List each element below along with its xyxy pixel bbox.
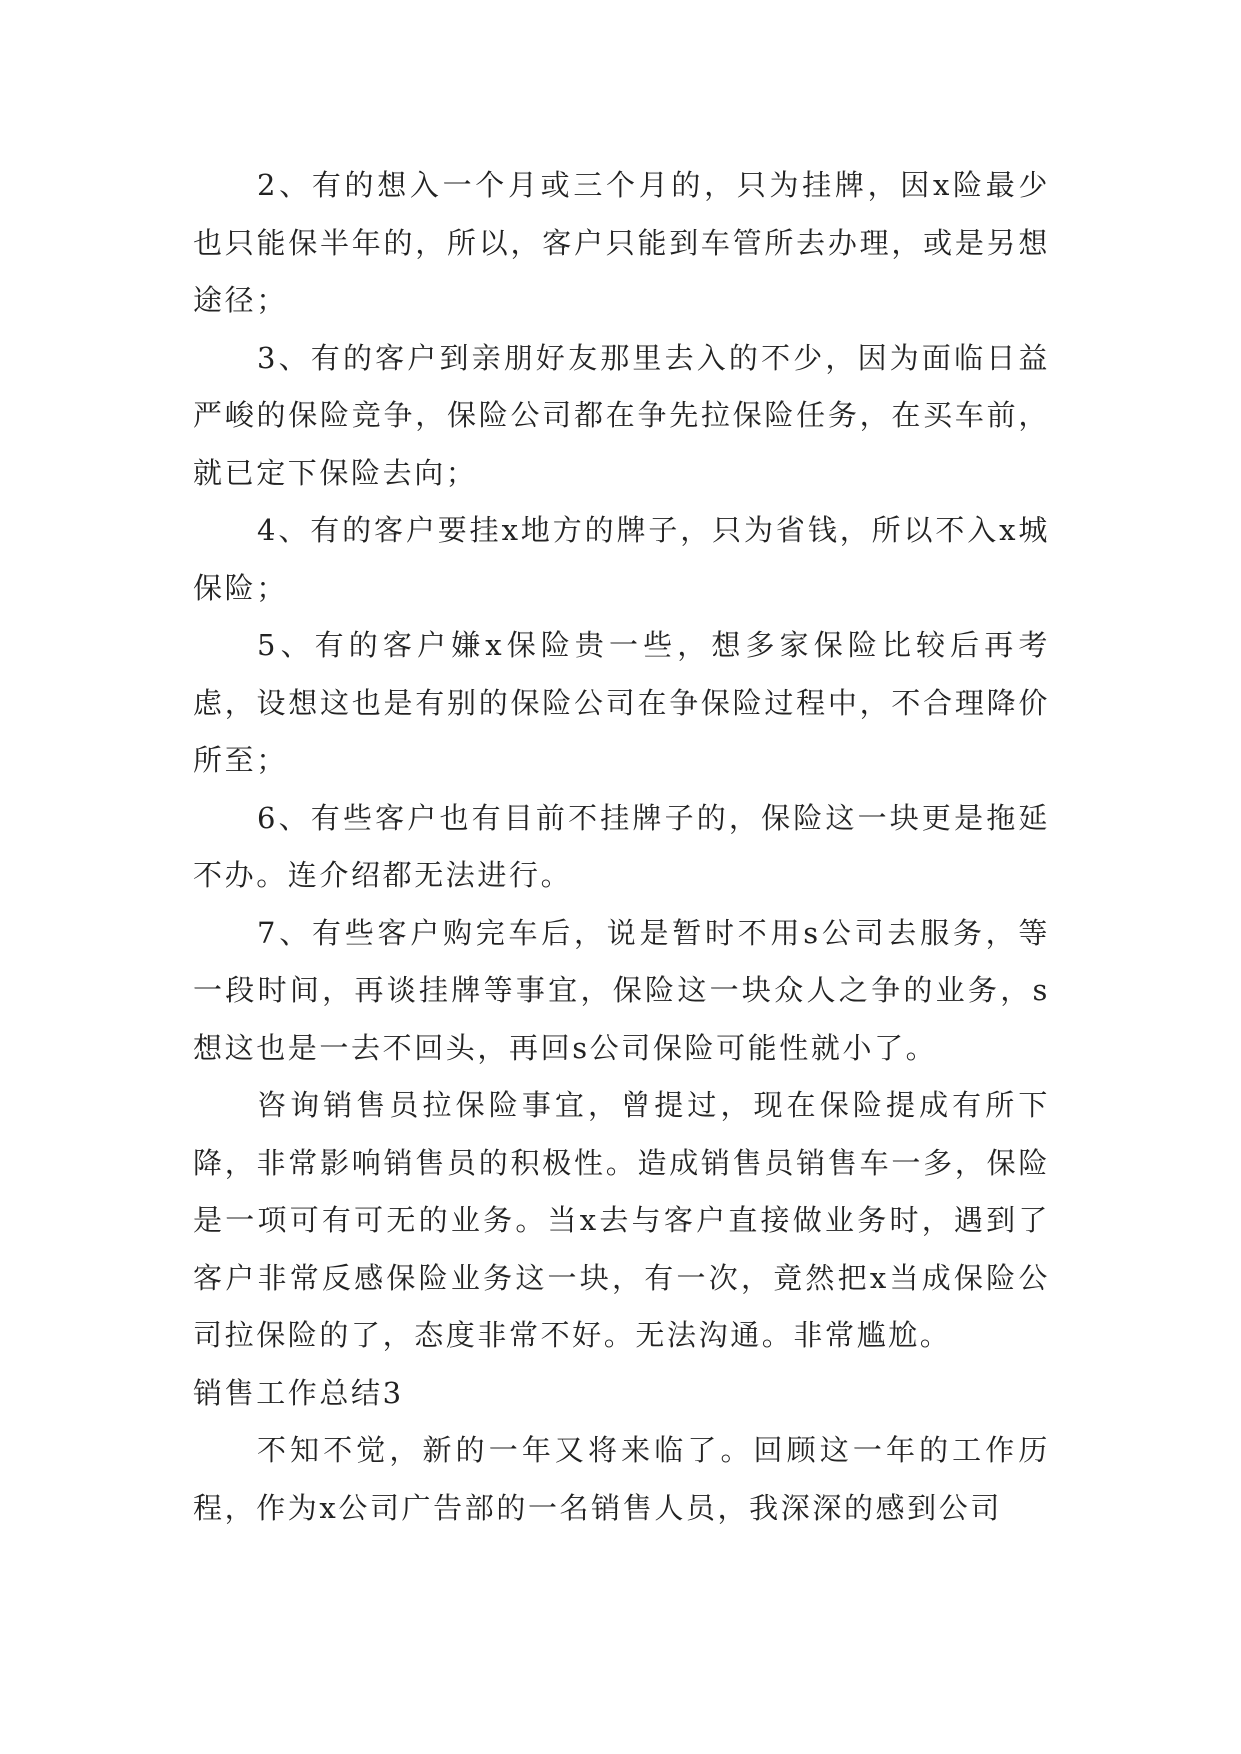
paragraph-item-7: 7、有些客户购完车后，说是暂时不用s公司去服务，等一段时间，再谈挂牌等事宜，保险这一块众人之争的业务，s想这也是一去不回头，再回s公司保险可能性就小了。	[193, 915, 1050, 1065]
paragraph-item-3: 3、有的客户到亲朋好友那里去入的不少，因为面临日益严峻的保险竞争，保险公司都在争先拉保险任务，在买车前，就已定下保险去向；	[193, 340, 1050, 490]
paragraph-consultation: 咨询销售员拉保险事宜，曾提过，现在保险提成有所下降，非常影响销售员的积极性。造成销售员销售车一多，保险是一项可有可无的业务。当x去与客户直接做业务时，遇到了客户非常反感保险业务这一块，有一次，竟然把x当成保险公司拉保险的了，态度非常不好。无法沟通。非常尴尬。	[193, 1088, 1050, 1352]
document-body	[193, 157, 1050, 1537]
paragraph-item-6: 6、有些客户也有目前不挂牌子的，保险这一块更是拖延不办。连介绍都无法进行。	[193, 800, 1050, 892]
paragraph-item-2: 2、有的想入一个月或三个月的，只为挂牌，因x险最少也只能保半年的，所以，客户只能到车管所去办理，或是另想途径；	[193, 168, 1050, 317]
paragraph-section-intro: 不知不觉，新的一年又将来临了。回顾这一年的工作历程，作为x公司广告部的一名销售人员，我深深的感到公司	[193, 1433, 1050, 1525]
paragraph-item-4: 4、有的客户要挂x地方的牌子，只为省钱，所以不入x城保险；	[193, 513, 1050, 605]
paragraph-item-5: 5、有的客户嫌x保险贵一些，想多家保险比较后再考虑，设想这也是有别的保险公司在争保险过程中，不合理降价所至；	[193, 628, 1050, 777]
section-heading: 销售工作总结3	[193, 1375, 404, 1410]
